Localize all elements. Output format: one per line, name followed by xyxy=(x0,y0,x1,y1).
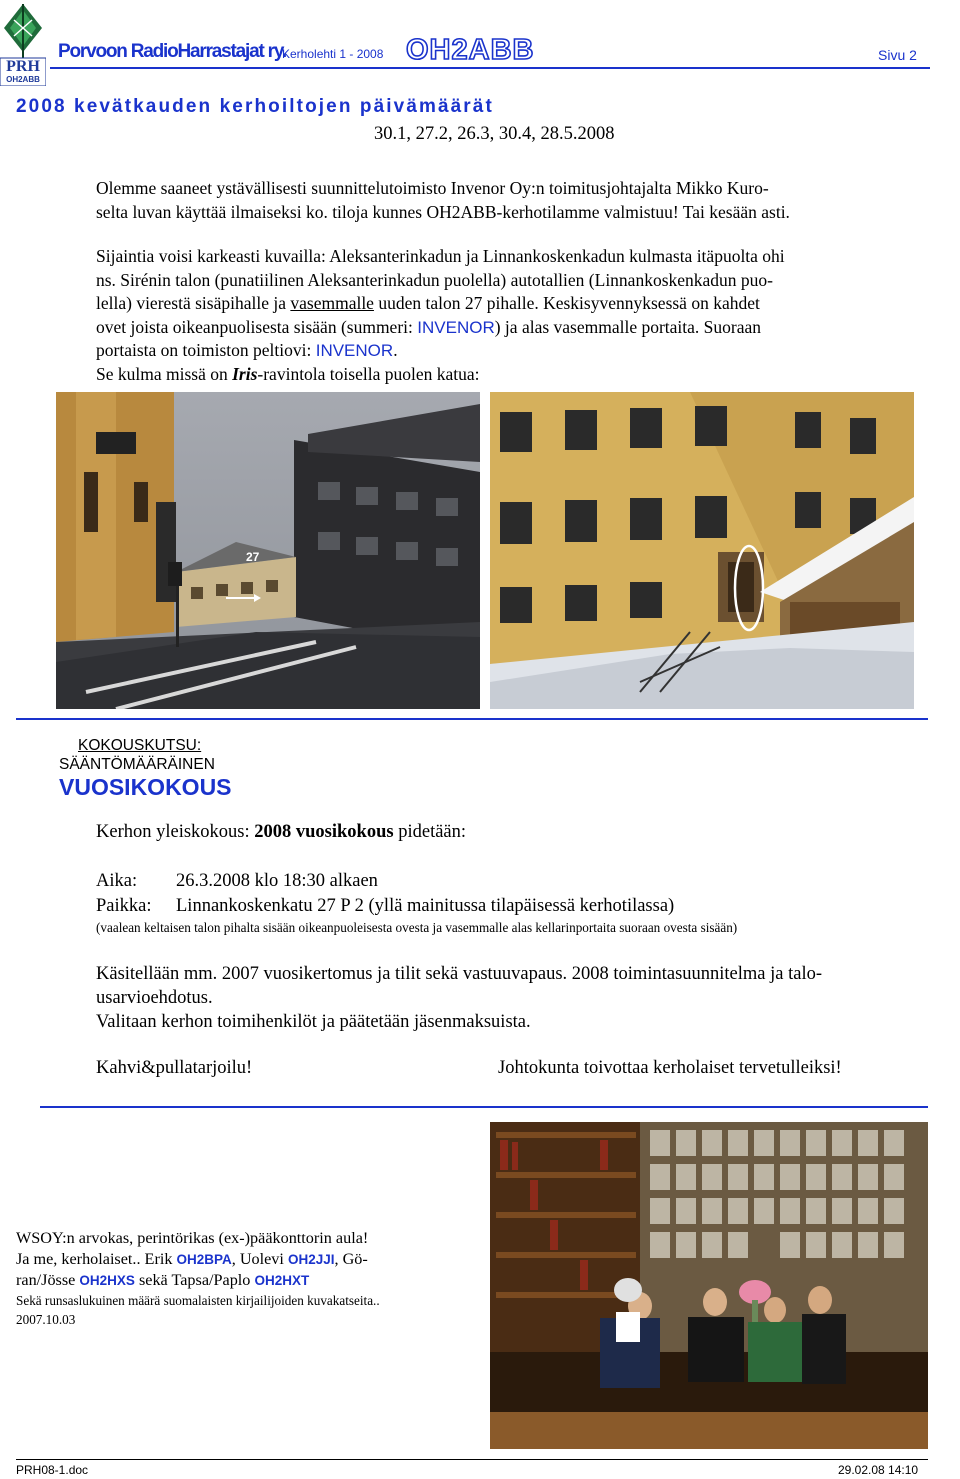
house-number-label: 27 xyxy=(246,550,260,564)
intro-paragraph-2 xyxy=(96,245,785,386)
text-line: selta luvan käyttää ilmaiseksi ko. tiloja kunnes OH2ABB-kerhotilamme valmistuu! Tai kesään asti. xyxy=(96,201,790,222)
courtyard-scene-image xyxy=(490,392,914,709)
footer-rule xyxy=(16,1459,928,1460)
text-line: ns. Sirénin talon (punatiilinen Aleksanterinkadun puolella) autotallien (Linnankoskenkadun puo- xyxy=(96,269,773,290)
section-rule xyxy=(40,1106,928,1108)
club-logo xyxy=(0,0,46,86)
logo-text: PRH xyxy=(6,58,40,75)
caption-line: Sekä runsaslukuinen määrä suomalaisten kirjailijoiden kuvakatseita.. xyxy=(16,1293,380,1308)
footer-datetime: 29.02.08 14:10 xyxy=(838,1463,919,1477)
caption-line: ran/Jösse OH2HXS sekä Tapsa/Paplo OH2HXT xyxy=(16,1271,310,1289)
welcome-note: Johtokunta toivottaa kerholaiset tervetulleiksi! xyxy=(498,1058,842,1078)
meetings-title: 2008 kevätkauden kerhoiltojen päivämäärät xyxy=(16,96,494,117)
photo-caption xyxy=(16,1228,380,1329)
invitation-title: VUOSIKOKOUS xyxy=(59,774,232,800)
meeting-place-note: (vaalean keltaisen talon pihalta sisään oikeanpuoleisesta ovesta ja vasemmalle alas kellarinportaita suoraan ovesta sisään) xyxy=(96,920,738,935)
company-name: INVENOR xyxy=(315,341,394,360)
header-club-name: Porvoon RadioHarrastajat ry. xyxy=(58,41,286,62)
refreshments-note: Kahvi&pullatarjoilu! xyxy=(96,1058,253,1078)
meeting-time-value: 26.3.2008 klo 18:30 alkaen xyxy=(176,871,378,891)
intro-paragraph-1 xyxy=(96,177,790,224)
text-line: Käsitellään mm. 2007 vuosikertomus ja tilit sekä vastuuvapaus. 2008 toimintasuunnitelma ja talo- xyxy=(96,964,822,984)
street-corner-photo xyxy=(56,392,480,709)
invitation-kicker: KOKOUSKUTSU: xyxy=(78,737,202,754)
text-line: Valitaan kerhon toimihenkilöt ja päätetään jäsenmaksuista. xyxy=(96,1012,531,1032)
logo-subtext: OH2ABB xyxy=(6,75,40,84)
lobby-photo xyxy=(490,1122,928,1449)
meeting-name: 2008 vuosikokous xyxy=(254,822,394,842)
callsign: OH2HXT xyxy=(254,1273,310,1288)
section-rule xyxy=(16,718,928,720)
header-rule xyxy=(50,67,930,69)
meeting-agenda xyxy=(96,962,822,1034)
callsign: OH2JJI xyxy=(287,1252,335,1267)
text-line: Sijaintia voisi karkeasti kuvailla: Aleksanterinkadun ja Linnankoskenkadun kulmasta itäpuolta ohi xyxy=(96,246,785,266)
meeting-place-label: Paikka: xyxy=(96,896,152,916)
caption-line: WSOY:n arvokas, perintörikas (ex-)pääkonttorin aula! xyxy=(16,1229,369,1247)
callsign: OH2HXS xyxy=(79,1273,135,1288)
restaurant-name: Iris xyxy=(232,363,258,384)
lobby-scene-image xyxy=(490,1122,928,1449)
text-line: lella) vierestä sisäpihalle ja vasemmalle uuden talon 27 pihalle. Keskisyvennyksessä on kahdet xyxy=(96,293,760,313)
caption-line: Ja me, kerholaiset.. Erik OH2BPA, Uolevi OH2JJI, Gö- xyxy=(16,1250,368,1268)
text-line: ovet joista oikeanpuolisesta sisään (summeri: INVENOR) ja alas vasemmalle portaita. Suoraan xyxy=(96,316,762,337)
underlined-word: vasemmalle xyxy=(290,293,374,313)
callsign: OH2BPA xyxy=(176,1252,232,1267)
street-scene-image xyxy=(56,392,480,709)
text-line: usarvioehdotus. xyxy=(96,988,213,1008)
header-issue: Kerholehti 1 - 2008 xyxy=(282,47,384,61)
caption-line: 2007.10.03 xyxy=(16,1312,76,1327)
meeting-place-value: Linnankoskenkatu 27 P 2 (yllä mainitussa tilapäisessä kerhotilassa) xyxy=(176,896,675,916)
company-name: INVENOR xyxy=(417,317,495,337)
text-line: portaista on toimiston peltiovi: INVENOR. xyxy=(96,340,398,360)
meeting-time-label: Aika: xyxy=(96,871,138,891)
invitation-subtitle: SÄÄNTÖMÄÄRÄINEN xyxy=(59,756,215,773)
yellow-building-photo xyxy=(490,392,914,709)
meeting-lead: Kerhon yleiskokous: 2008 vuosikokous pidetään: xyxy=(96,822,467,842)
header-callsign: OH2ABB xyxy=(406,34,535,66)
meetings-dates: 30.1, 27.2, 26.3, 30.4, 28.5.2008 xyxy=(374,124,615,144)
page-number: Sivu 2 xyxy=(878,47,917,63)
text-line: Se kulma missä on Iris-ravintola toisella puolen katua: xyxy=(96,363,480,384)
footer-filename: PRH08-1.doc xyxy=(16,1463,89,1477)
text-line: Olemme saaneet ystävällisesti suunnittelutoimisto Invenor Oy:n toimitusjohtajalta Mikko Kuro- xyxy=(96,178,769,198)
